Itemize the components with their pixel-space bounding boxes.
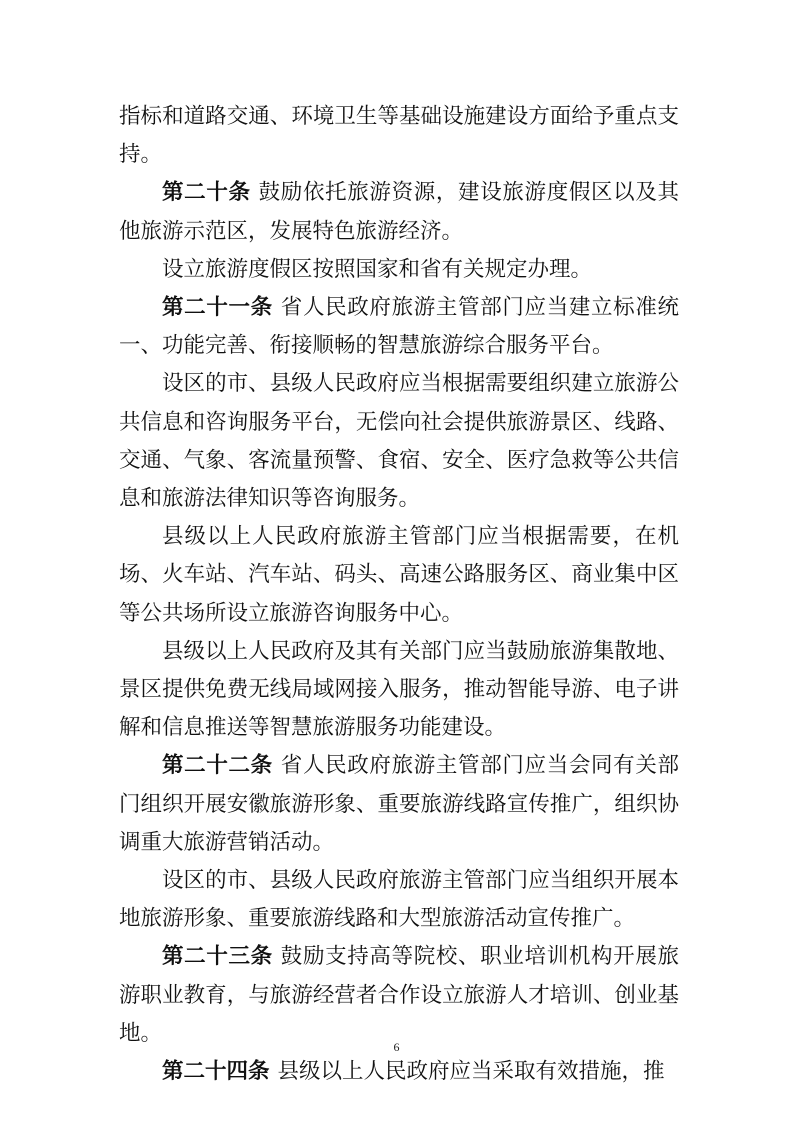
paragraph-text: 设区的市、县级人民政府应当根据需要组织建立旅游公共信息和咨询服务平台，无偿向社会提供旅游景区、线路、交通、气象、客流量预警、食宿、安全、医疗急救等公共信息和旅游法律知识等咨询服务。 [119, 371, 679, 512]
paragraph-text: 鼓励依托旅游资源，建设旅游度假区以及其他旅游示范区，发展特色旅游经济。 [119, 180, 679, 244]
paragraph [119, 251, 679, 289]
document-body [119, 98, 679, 1091]
article-23 [119, 938, 679, 1053]
article-number: 第二十条 [162, 180, 251, 206]
paragraph [119, 518, 679, 633]
paragraph-text: 鼓励支持高等院校、职业培训机构开展旅游职业教育，与旅游经营者合作设立旅游人才培训、创业基地。 [119, 944, 679, 1046]
paragraph-text: 省人民政府旅游主管部门应当会同有关部门组织开展安徽旅游形象、重要旅游线路宣传推广，组织协调重大旅游营销活动。 [119, 753, 679, 855]
paragraph-text: 省人民政府旅游主管部门应当建立标准统一、功能完善、衔接顺畅的智慧旅游综合服务平台。 [119, 295, 679, 359]
paragraph [119, 633, 679, 748]
paragraph-text: 设区的市、县级人民政府旅游主管部门应当组织开展本地旅游形象、重要旅游线路和大型旅游活动宣传推广。 [119, 868, 679, 932]
paragraph-text: 县级以上人民政府应当采取有效措施，推 [277, 1059, 665, 1085]
paragraph-text: 设立旅游度假区按照国家和省有关规定办理。 [162, 256, 593, 282]
paragraph-text: 县级以上人民政府及其有关部门应当鼓励旅游集散地、景区提供免费无线局域网接入服务，推动智能导游、电子讲解和信息推送等智慧旅游服务功能建设。 [119, 638, 679, 741]
article-number: 第二十四条 [162, 1059, 270, 1085]
article-20 [119, 174, 679, 250]
paragraph-text: 县级以上人民政府旅游主管部门应当根据需要，在机场、火车站、汽车站、码头、高速公路服务区、商业集中区等公共场所设立旅游咨询服务中心。 [119, 524, 679, 626]
article-number: 第二十一条 [162, 295, 273, 321]
paragraph-continuation [119, 98, 679, 174]
paragraph-text: 指标和道路交通、环境卫生等基础设施建设方面给予重点支持。 [119, 104, 679, 168]
article-24 [119, 1053, 679, 1091]
article-number: 第二十二条 [162, 753, 273, 779]
paragraph [119, 862, 679, 938]
paragraph [119, 365, 679, 518]
article-number: 第二十三条 [162, 944, 273, 970]
page-number: 6 [393, 1040, 400, 1054]
article-22 [119, 747, 679, 862]
article-21 [119, 289, 679, 365]
